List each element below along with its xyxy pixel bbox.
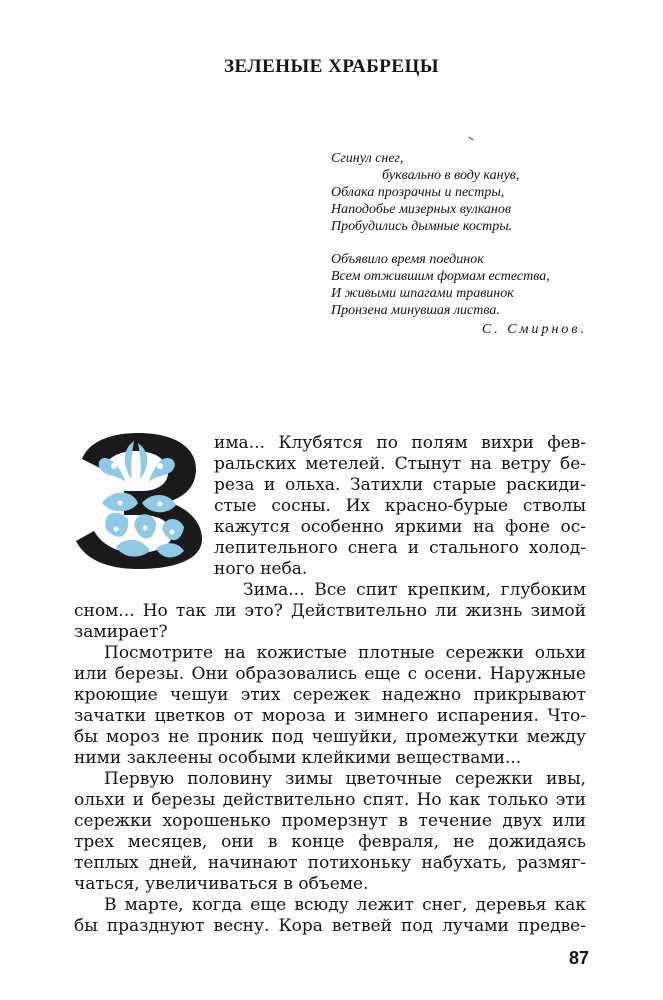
body-line: Зима... Все спит крепким, глубоким: [243, 580, 586, 600]
epigraph-line: Всем отжившим формам естества,: [331, 269, 550, 284]
chapter-title: ЗЕЛЕНЫЕ ХРАБРЕЦЫ: [223, 56, 440, 77]
body-line: ними заклеены особыми клейкими веществами...: [74, 748, 522, 768]
page-number: 87: [568, 948, 589, 968]
epigraph: [331, 150, 593, 319]
body-line: теплых дней, начинают потихоньку набухать, размяг-: [74, 853, 586, 873]
body-line: бы празднуют весну. Кора ветвей под лучами предве-: [74, 916, 586, 936]
epigraph-stanza-1: [331, 150, 593, 235]
epigraph-line: Наподобье мизерных вулканов: [331, 202, 511, 217]
body-line: кроющие чешуи этих сережек надежно прикрывают: [74, 685, 586, 705]
print-mark: [468, 136, 473, 140]
body-line: бы мороз не проник под чешуйки, промежутки между: [74, 727, 586, 747]
epigraph-line: Сгинул снег,: [331, 151, 404, 166]
body-line: кажутся особенно яркими на фоне ос-: [214, 517, 586, 537]
epigraph-line: Облака прозрачны и пестры,: [331, 185, 505, 200]
body-line: замирает?: [74, 622, 168, 642]
epigraph-line: Пронзена минувшая листва.: [331, 303, 500, 318]
body-line: стые сосны. Их красно-бурые стволы: [214, 496, 586, 516]
body-line: лепительного снега и стального холод-: [214, 538, 586, 558]
body-line: В марте, когда еще всюду лежит снег, деревья как: [104, 895, 586, 915]
body-line: ного неба.: [214, 559, 308, 579]
epigraph-line: буквально в воду канув,: [382, 168, 520, 183]
epigraph-line: Объявило время поединок: [331, 252, 484, 267]
body-line: чаться, увеличиваться в объеме.: [74, 874, 369, 894]
body-line: има... Клубятся по полям вихри фев-: [214, 433, 586, 453]
body-line: Первую половину зимы цветочные сережки ивы,: [104, 769, 586, 789]
body-line: ольхи и березы действительно спят. Но как только эти: [74, 790, 586, 810]
body-line: сном... Но так ли это? Действительно ли жизнь зимой: [74, 601, 586, 621]
body-line: Посмотрите на кожистые плотные сережки ольхи: [104, 643, 586, 663]
body-line: ральских метелей. Стынут на ветру бе-: [214, 454, 586, 474]
epigraph-line: Пробудились дымные костры.: [331, 219, 513, 234]
epigraph-author: С. Смирнов.: [481, 322, 587, 337]
body-line: сережки хорошенько промерзнут в течение двух или: [74, 811, 586, 831]
body-line: или березы. Они образовались еще с осени. Наружные: [74, 664, 586, 684]
epigraph-stanza-2: [331, 251, 593, 319]
body-line: реза и ольха. Затихли старые раскиди-: [214, 475, 586, 495]
body-line: зачатки цветков от мороза и зимнего испарения. Что-: [74, 706, 586, 726]
epigraph-line: И живыми шпагами травинок: [331, 286, 514, 301]
dropcap-letter: [72, 433, 204, 569]
body-line: трех месяцев, они в конце февраля, не дожидаясь: [74, 832, 586, 852]
